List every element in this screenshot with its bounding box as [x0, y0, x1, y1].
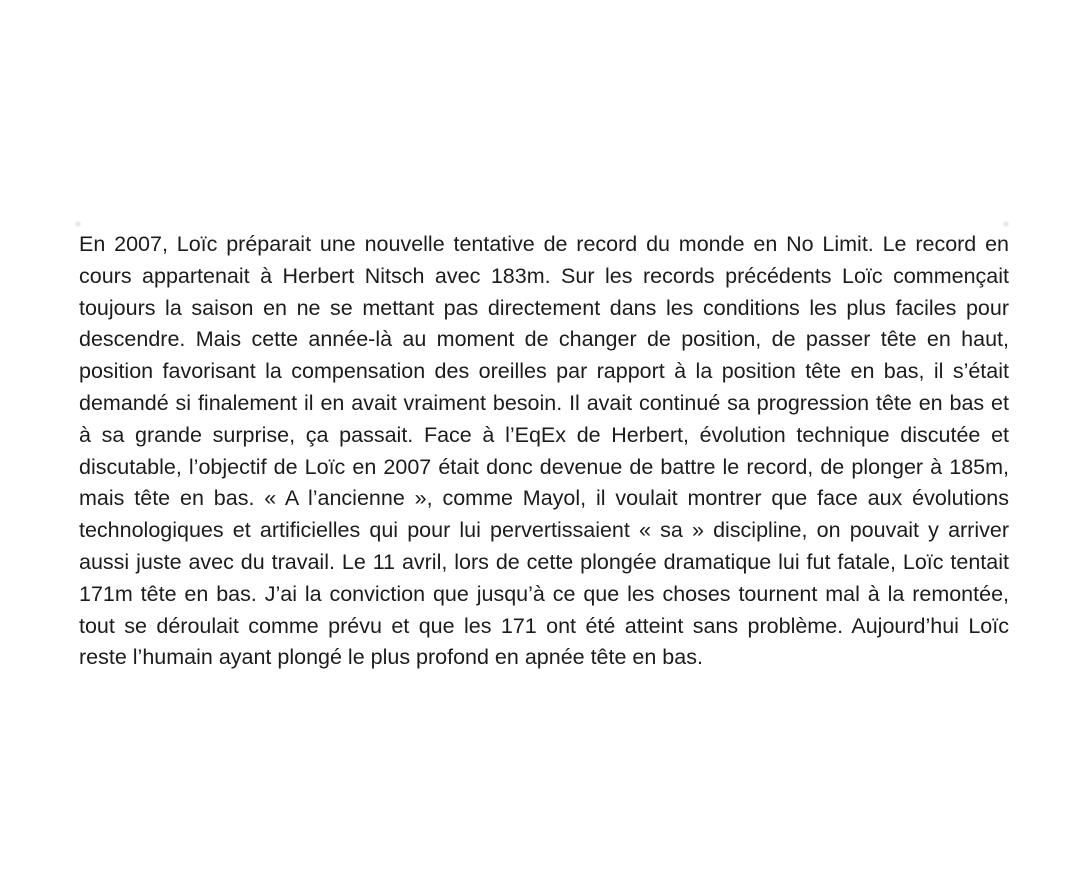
crop-mark-right: [1002, 220, 1010, 228]
body-paragraph: En 2007, Loïc préparait une nouvelle tentative de record du monde en No Limit. Le record en cours appartenait à Herbert Nitsch avec 183m. Sur les records précédents Loïc commençait toujours la saison en ne se mettant pas directement dans les conditions les plus faciles pour descendre. Mais cette année-là au moment de changer de position, de passer tête en haut, position favorisant la compensation des oreilles par rapport à la position tête en bas, il s’était demandé si finalement il en avait vraiment besoin. Il avait continué sa progression tête en bas et à sa grande surprise, ça passait. Face à l’EqEx de Herbert, évolution technique discutée et discutable, l’objectif de Loïc en 2007 était donc devenue de battre le record, de plonger à 185m, mais tête en bas. « A l’ancienne », comme Mayol, il voulait montrer que face aux évolutions technologiques et artificielles qui pour lui pervertissaient « sa » discipline, on pouvait y arriver aussi juste avec du travail. Le 11 avril, lors de cette plongée dramatique lui fut fatale, Loïc tentait 171m tête en bas. J’ai la conviction que jusqu’à ce que les choses tournent mal à la remontée, tout se déroulait comme prévu et que les 171 ont été atteint sans problème. Aujourd’hui Loïc reste l’humain ayant plongé le plus profond en apnée tête en bas.: [79, 232, 1009, 670]
crop-mark-left: [74, 220, 82, 228]
